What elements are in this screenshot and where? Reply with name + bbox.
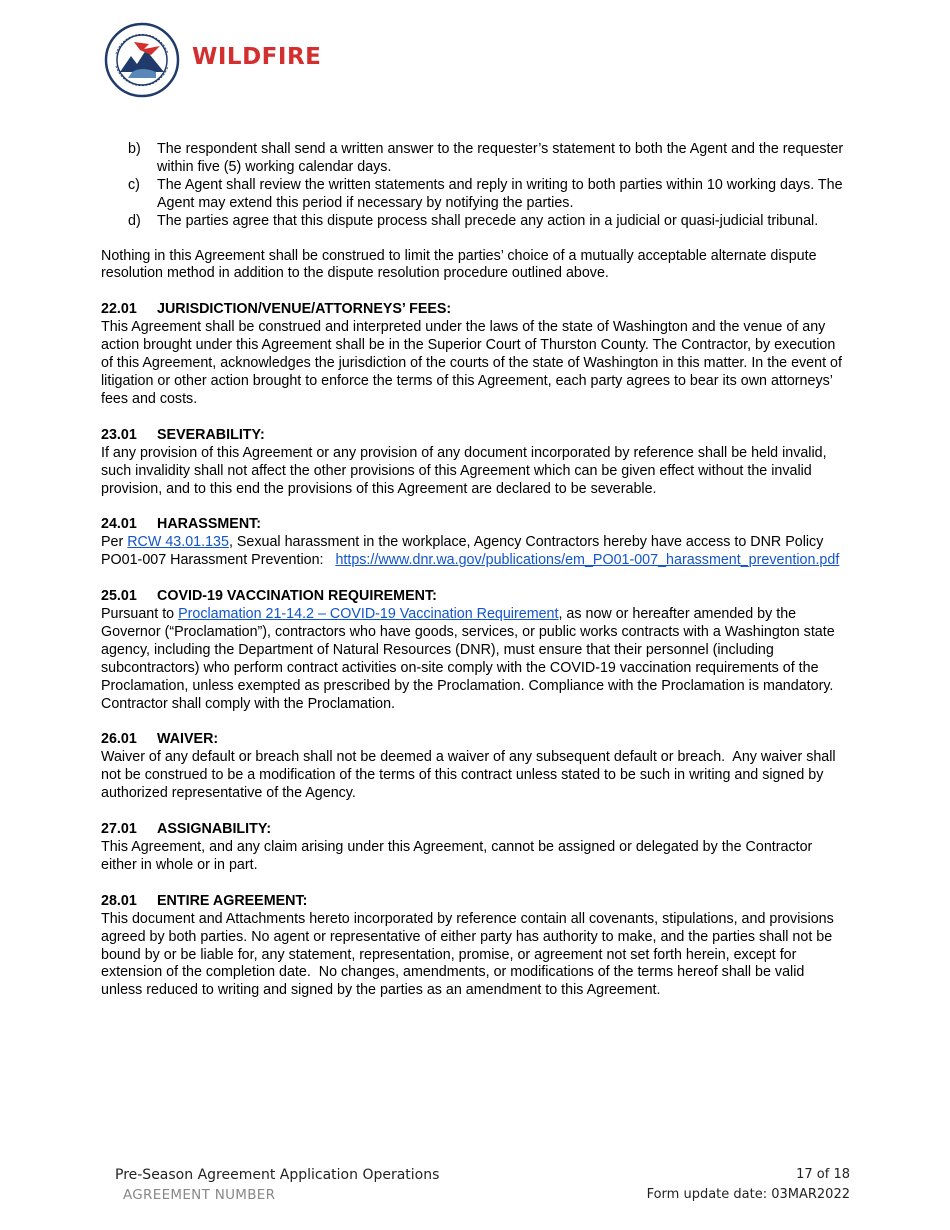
form-update-date: Form update date: 03MAR2022 [646,1187,850,1202]
section-heading-22 [101,301,846,319]
proclamation-link[interactable]: Proclamation 21-14.2 – COVID-19 Vaccination Requirement [178,606,559,623]
section-heading-27 [101,821,846,839]
section-body-23: If any provision of this Agreement or any provision of any document incorporated by reference shall be held invalid, such invalidity shall not affect the other provisions of this Agreement which can be given effect without the invalid provision, and to this end the provisions of this Agreement are declared to be severable. [101,444,827,497]
section-heading-25 [101,588,846,606]
list-text: The parties agree that this dispute process shall precede any action in a judicial or quasi-judicial tribunal. [157,212,819,229]
section-number: 28.01 [101,892,137,909]
harassment-policy-link[interactable]: https://www.dnr.wa.gov/publications/em_PO01-007_harassment_prevention.pdf [335,552,840,569]
section-heading-23 [101,427,846,445]
wildfire-logo-text: WILDFIRE [192,44,322,70]
list-item [101,213,846,231]
list-label: d) [128,212,141,229]
list-item [101,177,846,213]
section-body-25: Pursuant to Proclamation 21-14.2 – COVID-19 Vaccination Requirement, as now or hereafter amended by the Governor (“Proclamation”), contractors who have goods, services, or public works contracts with a Washington state agency, including the Department of Natural Resources (DNR), must ensure that their personnel (including subcontractors) who perform contract activities on-site comply with the COVID-19 vaccination requirements of the Proclamation, unless exempted as prescribed by the Proclamation. Compliance with the Proclamation is mandatory. Contractor shall comply with the Proclamation. [101,606,835,712]
section-number: 27.01 [101,821,137,838]
intro-paragraph: Nothing in this Agreement shall be construed to limit the parties’ choice of a mutually acceptable alternate dispute resolution method in addition to the dispute resolution procedure outlined above. [101,247,817,282]
rcw-link[interactable]: RCW 43.01.135 [127,534,229,551]
section-title: ENTIRE AGREEMENT: [157,892,308,909]
section-number: 24.01 [101,516,137,533]
section-title: COVID-19 VACCINATION REQUIREMENT: [157,588,437,605]
section-title: HARASSMENT: [157,516,262,533]
section-number: 23.01 [101,426,137,443]
document-body [101,141,846,1000]
section-body-26: Waiver of any default or breach shall not be deemed a waiver of any subsequent default or breach. Any waiver shall not be construed to be a modification of the terms of this contract unless stated to be such in writing and signed by authorized representative of the Agency. [101,749,840,802]
list-text: The Agent shall review the written statements and reply in writing to both parties within 10 working days. The Agent may extend this period if necessary by notifying the parties. [157,176,843,211]
section-title: JURISDICTION/VENUE/ATTORNEYS’ FEES: [157,301,452,318]
section-heading-26 [101,731,846,749]
section-title: ASSIGNABILITY: [157,821,272,838]
section-number: 25.01 [101,588,137,605]
list-text: The respondent shall send a written answer to the requester’s statement to both the Agent and the requester within five (5) working calendar days. [157,141,844,175]
page-number: 17 of 18 [796,1167,850,1182]
list-label: b) [128,141,141,157]
section-title: SEVERABILITY: [157,426,265,443]
section-number: 26.01 [101,731,137,748]
list-label: c) [128,176,140,193]
section-body-28: This document and Attachments hereto incorporated by reference contain all covenants, stipulations, and provisions agreed by both parties. No agent or representative of either party has authority to make, and the parties shall not be bound by or be liable for, any statement, representation, promise, or agreement not set forth herein, except for extension of the completion date. No changes, amendments, or modifications of the terms hereof shall be valid unless reduced to writing and signed by the parties as an amendment to this Agreement. [101,910,838,999]
footer-title: Pre-Season Agreement Application Operations [115,1167,440,1183]
section-title: WAIVER: [157,731,219,748]
section-body-27: This Agreement, and any claim arising under this Agreement, cannot be assigned or delegated by the Contractor either in whole or in part. [101,839,813,873]
section-body-22: This Agreement shall be construed and interpreted under the laws of the state of Washington and the venue of any action brought under this Agreement shall be in the Superior Court of Thurston County. The Contractor, by execution of this Agreement, acknowledges the jurisdiction of the courts of the state of Washington in this matter. In the event of litigation or other action brought to enforce the terms of this Agreement, each party agrees to bear its own attorneys’ fees and costs. [101,319,842,407]
list-item [101,141,846,177]
section-body-24: Per RCW 43.01.135, Sexual harassment in the workplace, Agency Contractors hereby have access to DNR Policy PO01-007 Harassment Prevention: https://www.dnr.wa.gov/publications/em_PO01-007_harassment_prevention.pdf [101,534,840,569]
section-heading-24 [101,516,846,534]
section-heading-28 [101,893,846,911]
section-number: 22.01 [101,301,137,318]
dnr-seal-logo [104,22,180,98]
page-footer [115,1167,850,1203]
agreement-number-placeholder: AGREEMENT NUMBER [123,1187,276,1203]
dispute-steps-list [101,141,846,231]
